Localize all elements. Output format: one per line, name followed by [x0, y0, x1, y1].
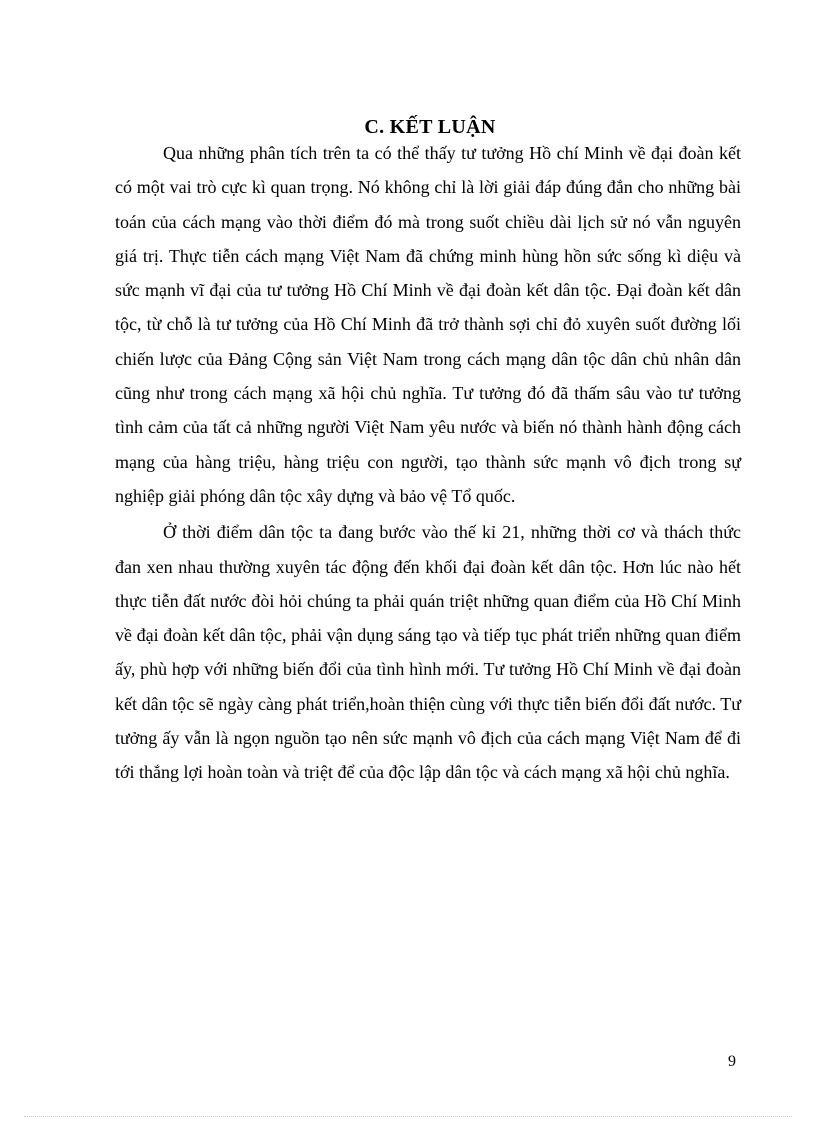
paragraph-1: Qua những phân tích trên ta có thể thấy tư tưởng Hồ chí Minh về đại đoàn kết có một vai trò cực kì quan trọng. Nó không chỉ là lời giải đáp đúng đắn cho những bài toán của cách mạng vào thời điểm đó mà trong suốt chiều dài lịch sử nó vẫn nguyên giá trị. Thực tiễn cách mạng Việt Nam đã chứng minh hùng hồn sức sống kì diệu và sức mạnh vĩ đại của tư tưởng Hồ Chí Minh về đại đoàn kết dân tộc. Đại đoàn kết dân tộc, từ chỗ là tư tưởng của Hồ Chí Minh đã trở thành sợi chỉ đỏ xuyên suốt đường lối chiến lược của Đảng Cộng sản Việt Nam trong cách mạng dân tộc dân chủ nhân dân cũng như trong cách mạng xã hội chủ nghĩa. Tư tưởng đó đã thấm sâu vào tư tưởng tình cảm của tất cả những người Việt Nam yêu nước và biến nó thành hành động cách mạng của hàng triệu, hàng triệu con người, tạo thành sức mạnh vô địch trong sự nghiệp giải phóng dân tộc xây dựng và bảo vệ Tổ quốc.	[115, 143, 741, 506]
page-number: 9	[728, 1053, 736, 1070]
page-bottom-divider	[24, 1116, 792, 1117]
section-title: C. KẾT LUẬN	[364, 116, 496, 139]
body-text	[115, 136, 741, 790]
paragraph-2: Ở thời điểm dân tộc ta đang bước vào thế kỉ 21, những thời cơ và thách thức đan xen nhau thường xuyên tác động đến khối đại đoàn kết dân tộc. Hơn lúc nào hết thực tiễn đất nước đòi hỏi chúng ta phải quán triệt những quan điểm của Hồ Chí Minh về đại đoàn kết dân tộc, phải vận dụng sáng tạo và tiếp tục phát triển những quan điểm ấy, phù hợp với những biến đổi của tình hình mới. Tư tưởng Hồ Chí Minh về đại đoàn kết dân tộc sẽ ngày càng phát triển,hoàn thiện cùng với thực tiễn biến đổi đất nước. Tư tưởng ấy vẫn là ngọn nguồn tạo nên sức mạnh vô địch của cách mạng Việt Nam để đi tới thắng lợi hoàn toàn và triệt để của độc lập dân tộc và cách mạng xã hội chủ nghĩa.	[115, 522, 741, 783]
